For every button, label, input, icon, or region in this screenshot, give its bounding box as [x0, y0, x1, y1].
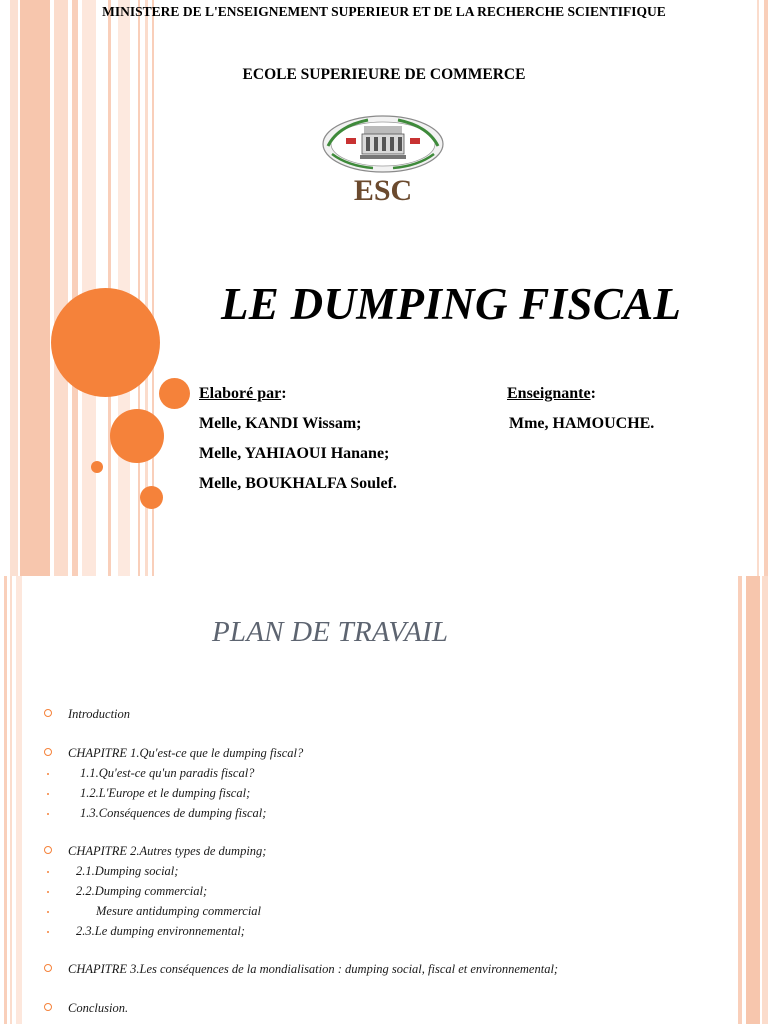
decor-circle: [91, 461, 103, 473]
plan-item: CHAPITRE 3.Les conséquences de la mondialisation : dumping social, fiscal et environnemental;: [68, 962, 559, 976]
decor-circle: [51, 288, 160, 397]
bullet-dot-icon: [47, 813, 49, 815]
plan-item: Introduction: [68, 707, 131, 721]
plan-slide: [0, 576, 768, 1024]
decor-stripe: [746, 576, 760, 1024]
teacher-heading: [507, 385, 596, 403]
plan-item: CHAPITRE 2.Autres types de dumping;: [68, 844, 267, 858]
decor-stripe: [82, 0, 96, 576]
slide-title: LE DUMPING FISCAL: [221, 279, 682, 329]
bullet-circle-icon: [44, 1003, 52, 1011]
authors-colon: :: [281, 385, 287, 402]
decor-stripe: [764, 0, 768, 576]
plan-subitem: 2.3.Le dumping environnemental;: [76, 924, 245, 938]
bullet-circle-icon: [44, 964, 52, 972]
bullet-dot-icon: [47, 793, 49, 795]
author-name: Melle, KANDI Wissam;: [199, 415, 362, 432]
bullet-circle-icon: [44, 748, 52, 756]
teacher-colon: :: [590, 385, 596, 402]
decor-stripe: [72, 0, 78, 576]
decor-stripe: [10, 0, 18, 576]
bullet-dot-icon: [47, 911, 49, 913]
decor-stripe: [4, 576, 7, 1024]
bullet-dot-icon: [47, 931, 49, 933]
plan-title: PLAN DE TRAVAIL: [212, 616, 449, 648]
decor-stripe: [10, 576, 12, 1024]
school-header: ECOLE SUPERIEURE DE COMMERCE: [242, 66, 526, 83]
plan-subitem: 1.3.Conséquences de dumping fiscal;: [80, 806, 267, 820]
bullet-dot-icon: [47, 773, 49, 775]
esc-logo: [318, 112, 448, 208]
author-name: Melle, BOUKHALFA Soulef.: [199, 475, 397, 492]
decor-stripe: [16, 576, 22, 1024]
bullet-dot-icon: [47, 891, 49, 893]
teacher-label: Enseignante: [507, 385, 591, 402]
plan-subitem: 2.2.Dumping commercial;: [76, 884, 208, 898]
logo-text: ESC: [353, 174, 413, 207]
decor-circle: [159, 378, 190, 409]
teacher-name: Mme, HAMOUCHE.: [509, 415, 655, 432]
plan-item: CHAPITRE 1.Qu'est-ce que le dumping fiscal?: [68, 746, 304, 760]
decor-stripe: [54, 0, 68, 576]
authors-heading: [199, 385, 287, 403]
decor-stripe: [20, 0, 50, 576]
decor-stripe: [738, 576, 742, 1024]
decor-stripe: [762, 576, 768, 1024]
bullet-dot-icon: [47, 871, 49, 873]
decor-stripe: [138, 0, 140, 576]
plan-subitem: Mesure antidumping commercial: [96, 904, 262, 918]
plan-subitem: 1.2.L'Europe et le dumping fiscal;: [80, 786, 251, 800]
authors-label: Elaboré par: [199, 385, 282, 402]
ministry-header: MINISTERE DE L'ENSEIGNEMENT SUPERIEUR ET DE LA RECHERCHE SCIENTIFIQUE: [102, 4, 666, 19]
bullet-circle-icon: [44, 846, 52, 854]
plan-item: Conclusion.: [68, 1001, 129, 1015]
plan-subitem: 1.1.Qu'est-ce qu'un paradis fiscal?: [80, 766, 255, 780]
bullet-circle-icon: [44, 709, 52, 717]
decor-stripe: [118, 0, 130, 576]
decor-circle: [140, 486, 163, 509]
decor-stripe: [757, 0, 759, 576]
decor-circle: [110, 409, 164, 463]
author-name: Melle, YAHIAOUI Hanane;: [199, 445, 390, 462]
plan-subitem: 2.1.Dumping social;: [76, 864, 179, 878]
